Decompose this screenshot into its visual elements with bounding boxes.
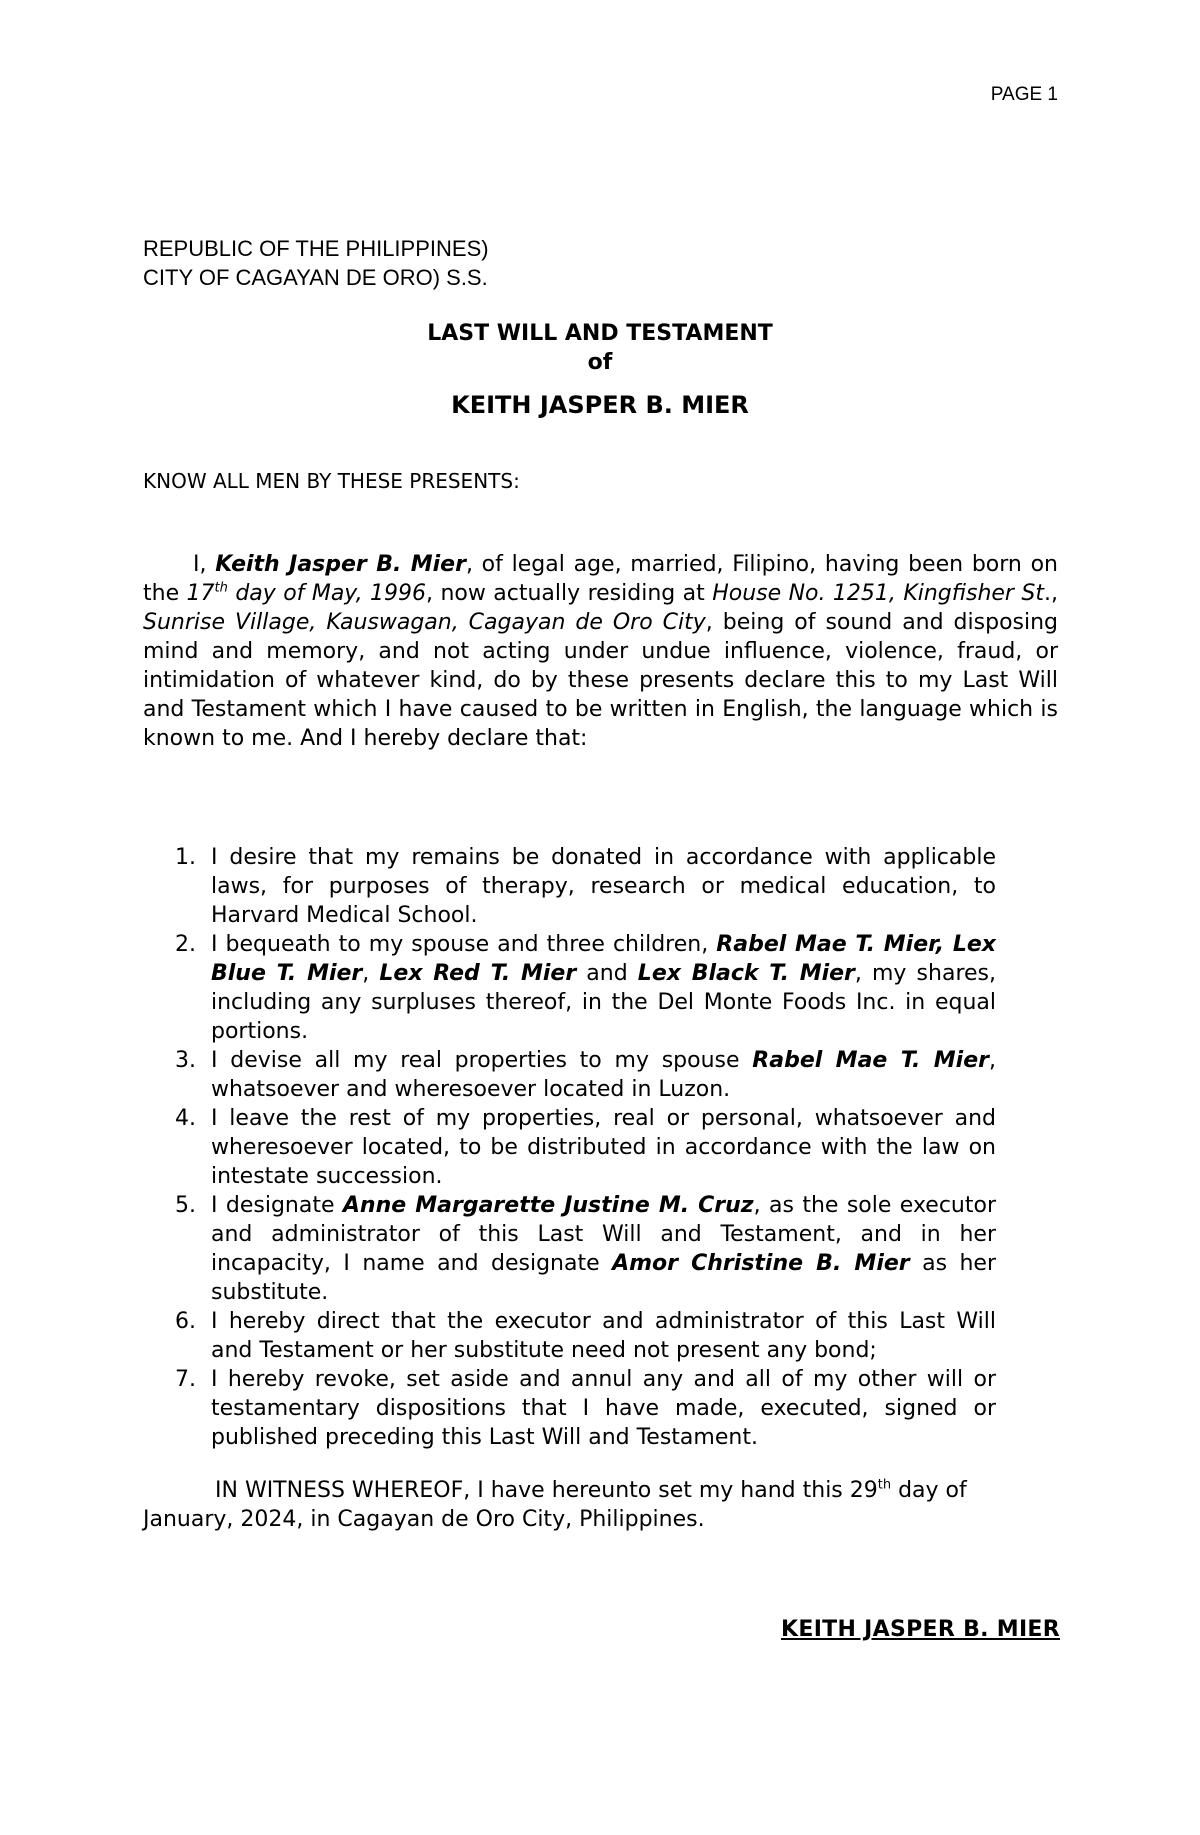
address-line2: Sunrise Village, Kauswagan, Cagayan de Oro City xyxy=(143,610,706,635)
birth-day-suffix: th xyxy=(214,580,228,596)
substitute-name: Amor Christine B. Mier xyxy=(612,1251,910,1276)
birth-day: 17 xyxy=(186,581,215,606)
witness-text: IN WITNESS WHEREOF, I have hereunto set my hand this 29 xyxy=(215,1478,878,1503)
item-text: , whatsoever and wheresoever located in Luzon. xyxy=(211,1048,996,1102)
intro-text: I, xyxy=(193,552,216,577)
item-number: 7. xyxy=(175,1367,196,1392)
birth-date xyxy=(187,581,426,606)
address-line1: House No. 1251, Kingfisher St xyxy=(712,581,1044,606)
item-text: I bequeath to my spouse and three children, xyxy=(211,932,717,957)
item-number: 1. xyxy=(175,845,196,870)
item-number: 4. xyxy=(175,1106,196,1131)
heir-names: Rabel Mae T. Mier, Lex Blue T. Mier xyxy=(211,932,996,986)
executor-name: Anne Margarette Justine M. Cruz xyxy=(342,1193,754,1218)
jurisdiction-line-country: REPUBLIC OF THE PHILIPPINES) xyxy=(143,236,489,261)
heir-name: Lex Red T. Mier xyxy=(379,961,577,986)
item-text: as her substitute. xyxy=(211,1251,997,1305)
intro-text: , of legal age, married, Filipino, having been born on the xyxy=(143,552,1058,606)
item-number: 5. xyxy=(175,1193,196,1218)
witness-day-suffix: th xyxy=(877,1477,892,1493)
declaration-item xyxy=(143,1307,996,1365)
item-text: I devise all my real properties to my spouse xyxy=(211,1048,753,1073)
heir-name: Lex Black T. Mier xyxy=(637,961,855,986)
signature-name: KEITH JASPER B. MIER xyxy=(781,1617,1060,1642)
declaration-item xyxy=(143,1104,996,1191)
title-testator-name: KEITH JASPER B. MIER xyxy=(451,391,749,419)
item-text: I desire that my remains be donated in accordance with applicable laws, for purposes of therapy, research or medical education, to Harvard Medical School. xyxy=(211,845,996,928)
document-title xyxy=(0,319,1200,420)
item-text: , as the sole executor and administrator of this Last Will and Testament, and in her incapacity, I name and designate xyxy=(211,1193,997,1276)
item-text: , xyxy=(362,961,380,986)
witness-paragraph xyxy=(143,1476,1038,1534)
intro-text: , now actually residing at xyxy=(426,581,713,606)
witness-text: day of January, 2024, in Cagayan de Oro City, Philippines. xyxy=(143,1478,967,1532)
item-number: 3. xyxy=(175,1048,196,1073)
jurisdiction-heading xyxy=(143,234,489,292)
intro-text: , being of sound and disposing mind and memory, and not acting under undue influence, violence, fraud, or intimidation of whatever kind, do by these presents declare this to my Last Will and Testament which I have caused to be written in English, the language which is known to me. And I hereby declare that: xyxy=(143,610,1059,751)
item-text: I hereby revoke, set aside and annul any and all of my other will or testamentary dispositions that I have made, executed, signed or published preceding this Last Will and Testament. xyxy=(211,1367,996,1450)
declaration-item xyxy=(143,1046,996,1104)
intro-text: ., xyxy=(1044,581,1058,606)
page-number: PAGE 1 xyxy=(990,84,1058,105)
item-text: , my shares, including any surpluses thereof, in the Del Monte Foods Inc. in equal portions. xyxy=(211,961,997,1044)
declaration-item xyxy=(143,843,996,930)
declaration-item xyxy=(143,1365,996,1452)
jurisdiction-line-city: CITY OF CAGAYAN DE ORO) S.S. xyxy=(143,265,488,290)
birth-month-year: day of May, 1996 xyxy=(227,581,427,606)
declaration-item xyxy=(143,1191,996,1307)
title-of: of xyxy=(587,350,613,375)
intro-paragraph xyxy=(143,550,1058,753)
declarations-list xyxy=(143,843,996,1452)
spouse-name: Rabel Mae T. Mier xyxy=(752,1048,989,1073)
item-number: 2. xyxy=(175,932,196,957)
title-line: LAST WILL AND TESTAMENT xyxy=(427,321,773,346)
item-number: 6. xyxy=(175,1309,196,1334)
item-text: I designate xyxy=(211,1193,343,1218)
item-text: I hereby direct that the executor and administrator of this Last Will and Testament or her substitute need not present any bond; xyxy=(211,1309,996,1363)
item-text: and xyxy=(576,961,638,986)
item-text: I leave the rest of my properties, real or personal, whatsoever and wheresoever located, to be distributed in accordance with the law on intestate succession. xyxy=(211,1106,996,1189)
testator-name: Keith Jasper B. Mier xyxy=(215,552,466,577)
declaration-item xyxy=(143,930,996,1046)
know-all-heading: KNOW ALL MEN BY THESE PRESENTS: xyxy=(143,469,520,493)
